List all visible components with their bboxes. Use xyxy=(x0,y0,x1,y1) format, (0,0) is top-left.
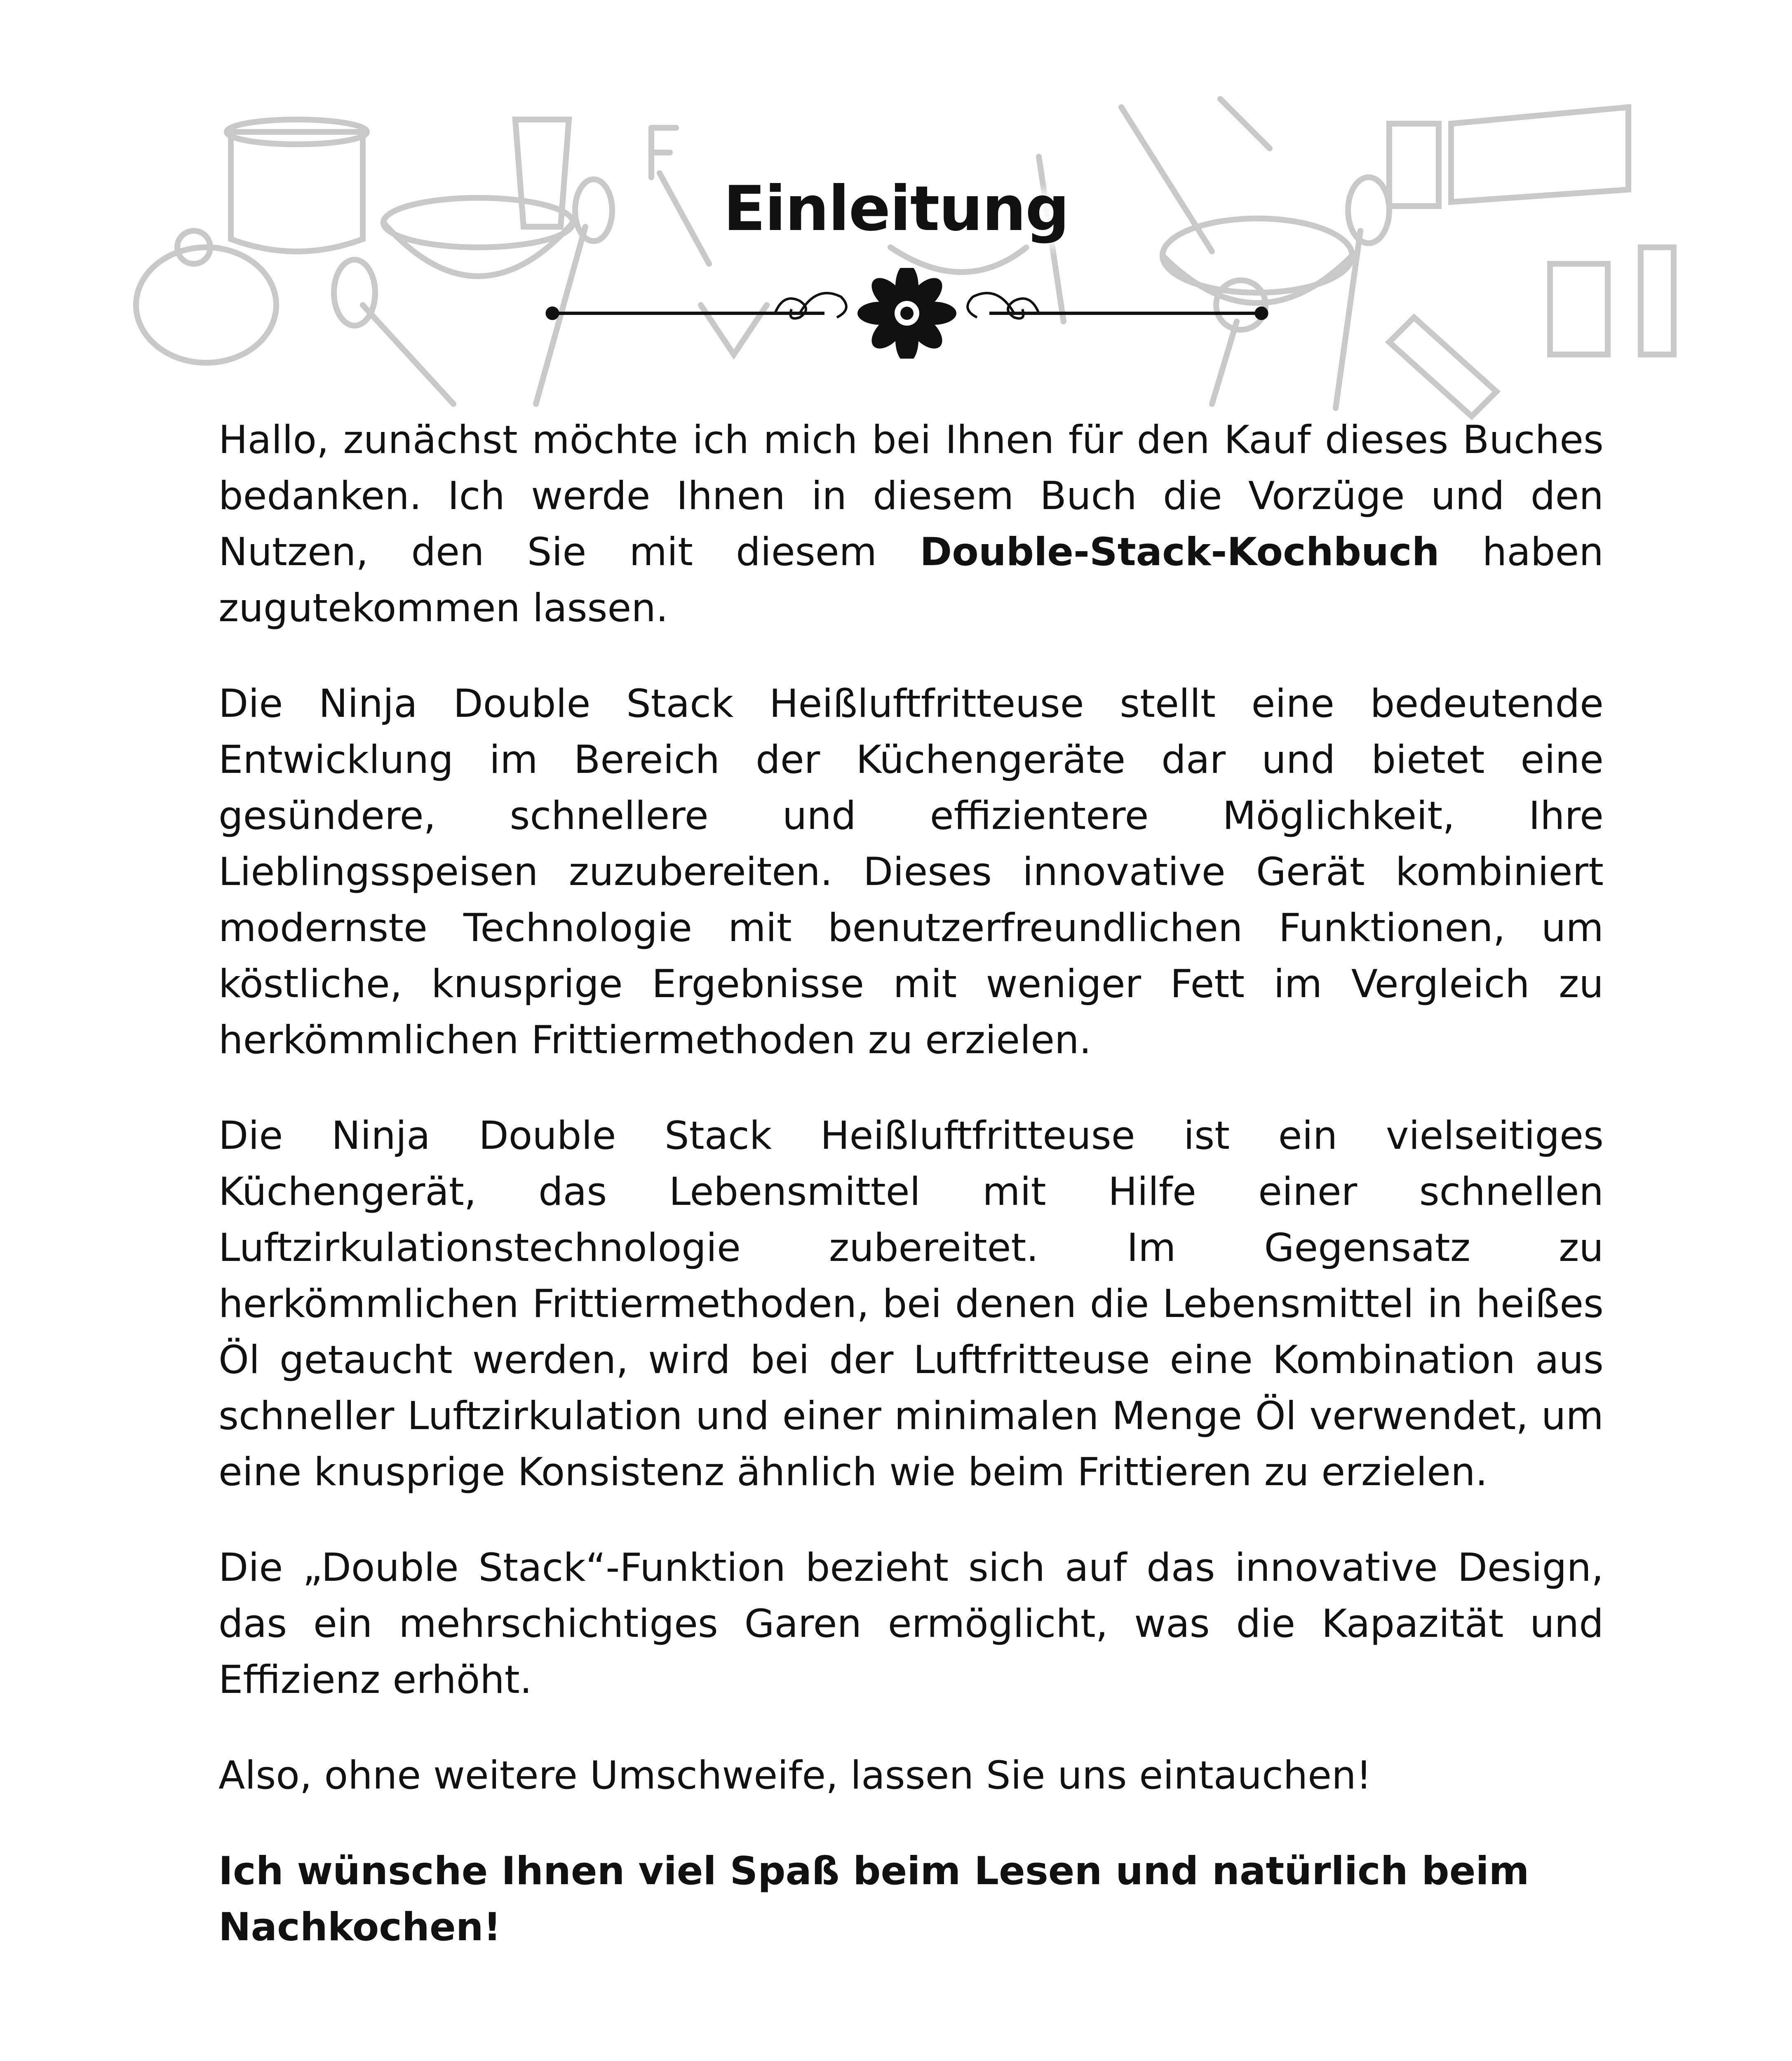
paragraph-1: Hallo, zunächst möchte ich mich bei Ihnen für den Kauf dieses Buches bedanken. Ich werde Ihnen in diesem Buch die Vorzüge und den Nutzen, den Sie mit diesem Double-Stack-Kochbuch haben zugutekommen lassen. xyxy=(218,418,1604,631)
paragraph-2: Die Ninja Double Stack Heißluftfritteuse stellt eine bedeutende Entwicklung im Bereich der Küchengeräte dar und bietet eine gesündere, schnellere und effizientere Möglichkeit, Ihre Lieblingsspeisen zuzubereiten. Dieses innovative Gerät kombiniert modernste Technologie mit benutzerfreundlichen Funktionen, um köstliche, knusprige Ergebnisse mit weniger Fett im Vergleich zu herkömmlichen Frittiermethoden zu erzielen. xyxy=(218,681,1604,1063)
body-text xyxy=(218,412,1604,1995)
paragraph-5: Also, ohne weitere Umschweife, lassen Sie uns eintauchen! xyxy=(218,1753,1372,1798)
kitchen-utensils-sketch-top-icon xyxy=(0,74,1792,437)
paragraph-4: Die „Double Stack“-Funktion bezieht sich auf das innovative Design, das ein mehrschichtiges Garen ermöglicht, was die Kapazität und Effizienz erhöht. xyxy=(218,1545,1604,1702)
paragraph-3: Die Ninja Double Stack Heißluftfritteuse ist ein vielseitiges Küchengerät, das Lebensmittel mit Hilfe einer schnellen Luftzirkulationstechnologie zubereitet. Im Gegensatz zu herkömmlichen Frittiermethoden, bei denen die Lebensmittel in heißes Öl getaucht werden, wird bei der Luftfritteuse eine Kombination aus schneller Luftzirkulation und einer minimalen Menge Öl verwendet, um eine knusprige Konsistenz ähnlich wie beim Frittieren zu erzielen. xyxy=(218,1113,1604,1495)
book-title-bold: Double-Stack-Kochbuch xyxy=(920,530,1440,575)
page-title: Einleitung xyxy=(723,173,1069,245)
closing-line: Ich wünsche Ihnen viel Spaß beim Lesen und natürlich beim Nachkochen! xyxy=(218,1849,1529,1950)
flower-ornament-icon xyxy=(544,268,1270,359)
